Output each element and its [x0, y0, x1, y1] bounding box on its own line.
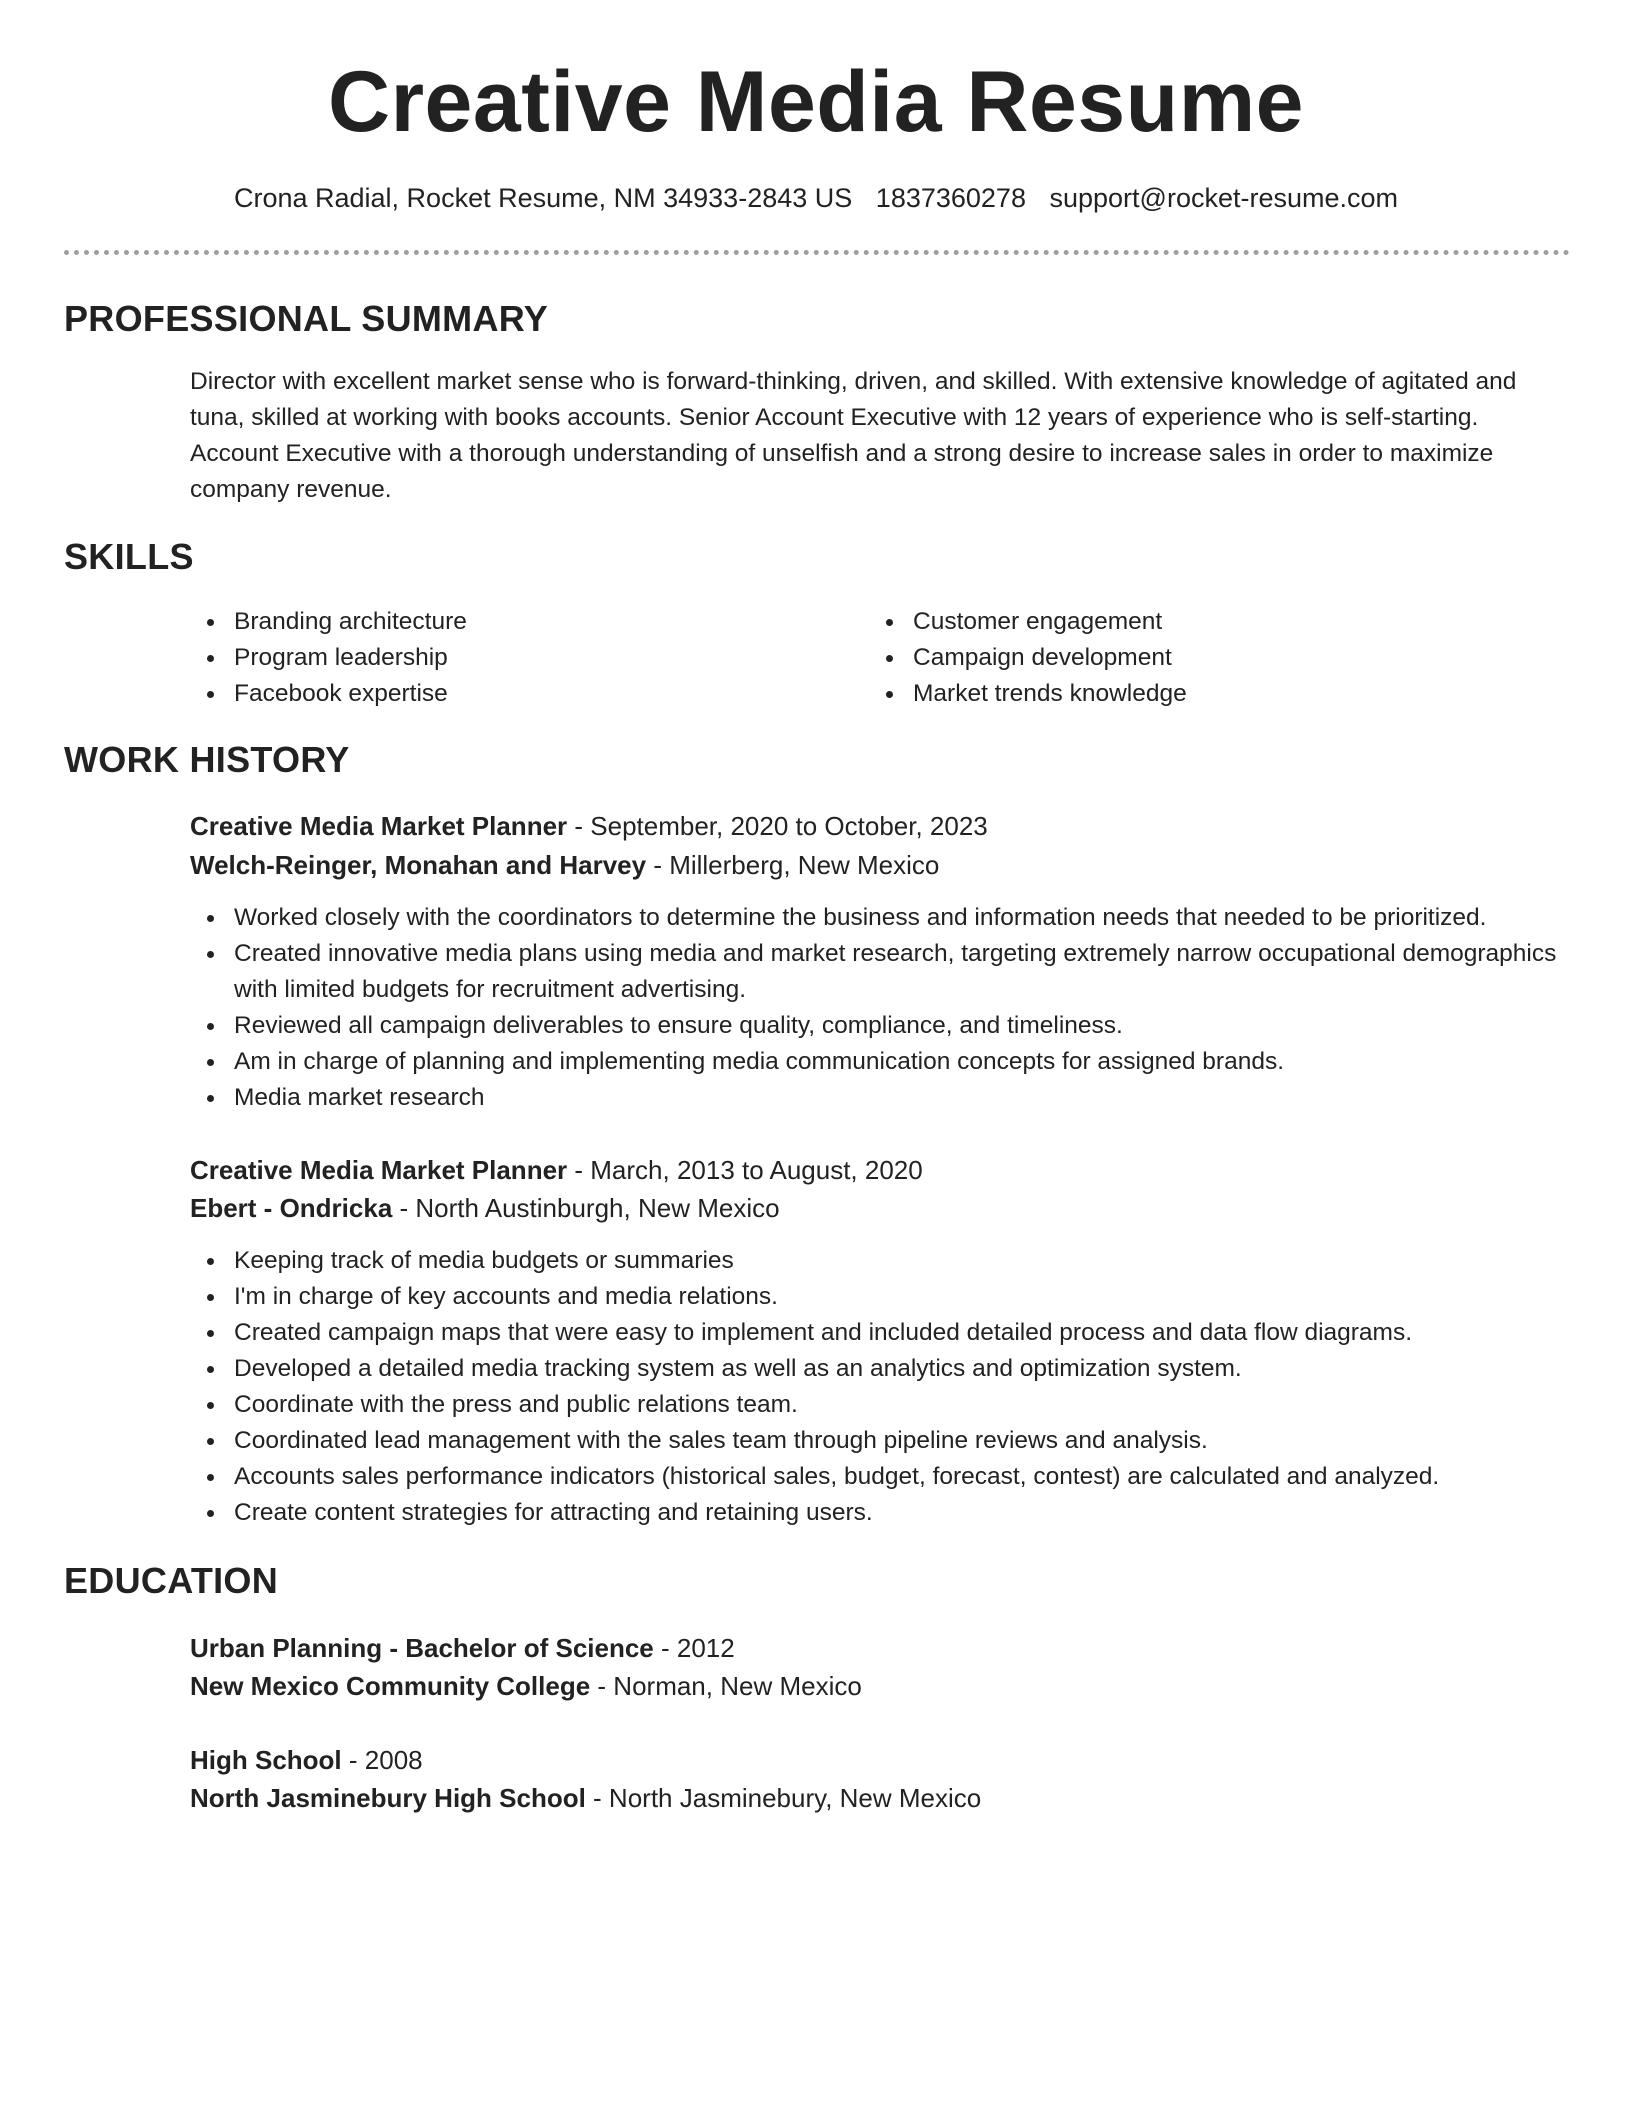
edu-degree-line	[190, 1629, 735, 1667]
skill-item: Facebook expertise	[190, 676, 830, 712]
job-dates: - September, 2020 to October, 2023	[567, 811, 988, 841]
skill-item: Branding architecture	[190, 604, 830, 640]
job-company: Welch-Reinger, Monahan and Harvey	[190, 850, 647, 880]
section-title-work: WORK HISTORY	[64, 739, 350, 780]
section-title-summary: PROFESSIONAL SUMMARY	[64, 298, 549, 339]
job-bullet: Developed a detailed media tracking system as well as an analytics and optimization system.	[190, 1351, 1580, 1387]
skill-item: Market trends knowledge	[869, 676, 1509, 712]
job-bullet: Worked closely with the coordinators to determine the business and information needs that needed to be prioritized.	[190, 900, 1580, 936]
section-title-education: EDUCATION	[64, 1560, 279, 1601]
edu-degree-line	[190, 1741, 423, 1779]
email: support@rocket-resume.com	[1049, 183, 1399, 213]
job-role: Creative Media Market Planner	[190, 811, 568, 841]
job-company-line	[190, 846, 939, 884]
skills-list-left	[190, 604, 830, 712]
edu-school: North Jasminebury High School	[190, 1783, 586, 1813]
summary-text: Director with excellent market sense who is forward-thinking, driven, and skilled. With extensive knowledge of agitated and tuna, skilled at working with books accounts. Senior Account Executive with 12 years of experience who is self-starting. Account Executive with a thorough understanding of unselfish and a strong desire to increase sales in order to maximize company revenue.	[190, 368, 1517, 503]
job-bullet: Created campaign maps that were easy to implement and included detailed process and data flow diagrams.	[190, 1315, 1580, 1351]
job-bullet: Media market research	[190, 1080, 1580, 1116]
section-title-skills: SKILLS	[64, 536, 194, 577]
job-company-line	[190, 1189, 780, 1227]
job-bullets	[190, 1243, 1580, 1531]
job-title-line	[190, 807, 988, 845]
job-role: Creative Media Market Planner	[190, 1155, 568, 1185]
job-bullet: Coordinated lead management with the sales team through pipeline reviews and analysis.	[190, 1423, 1580, 1459]
job-bullets	[190, 900, 1580, 1116]
skill-item: Customer engagement	[869, 604, 1509, 640]
job-dates: - March, 2013 to August, 2020	[567, 1155, 923, 1185]
job-location: - North Austinburgh, New Mexico	[392, 1193, 780, 1223]
contact-line	[0, 180, 1632, 216]
job-bullet: Accounts sales performance indicators (historical sales, budget, forecast, contest) are calculated and analyzed.	[190, 1459, 1580, 1495]
job-title-line	[190, 1151, 923, 1189]
edu-degree: Urban Planning - Bachelor of Science	[190, 1633, 654, 1663]
job-bullet: Created innovative media plans using media and market research, targeting extremely narrow occupational demographics with limited budgets for recruitment advertising.	[190, 936, 1580, 1008]
job-bullet: Reviewed all campaign deliverables to ensure quality, compliance, and timeliness.	[190, 1008, 1580, 1044]
edu-location: - North Jasminebury, New Mexico	[585, 1783, 982, 1813]
skill-item: Campaign development	[869, 640, 1509, 676]
job-bullet: Am in charge of planning and implementing media communication concepts for assigned brands.	[190, 1044, 1580, 1080]
job-bullet: Create content strategies for attracting and retaining users.	[190, 1495, 1580, 1531]
edu-degree: High School	[190, 1745, 342, 1775]
job-bullet: I'm in charge of key accounts and media relations.	[190, 1279, 1580, 1315]
skill-item: Program leadership	[190, 640, 830, 676]
header-divider	[64, 250, 1570, 255]
edu-year: - 2008	[341, 1745, 423, 1775]
job-company: Ebert - Ondricka	[190, 1193, 393, 1223]
edu-school: New Mexico Community College	[190, 1671, 591, 1701]
job-bullet: Coordinate with the press and public relations team.	[190, 1387, 1580, 1423]
edu-location: - Norman, New Mexico	[590, 1671, 862, 1701]
job-bullet: Keeping track of media budgets or summaries	[190, 1243, 1580, 1279]
edu-year: - 2012	[653, 1633, 735, 1663]
address: Crona Radial, Rocket Resume, NM 34933-2843 US	[233, 183, 853, 213]
resume-name: Creative Media Resume	[327, 54, 1305, 150]
phone: 1837360278	[875, 183, 1026, 213]
skills-list-right	[869, 604, 1509, 712]
edu-school-line	[190, 1779, 981, 1817]
edu-school-line	[190, 1667, 862, 1705]
job-location: - Millerberg, New Mexico	[646, 850, 940, 880]
